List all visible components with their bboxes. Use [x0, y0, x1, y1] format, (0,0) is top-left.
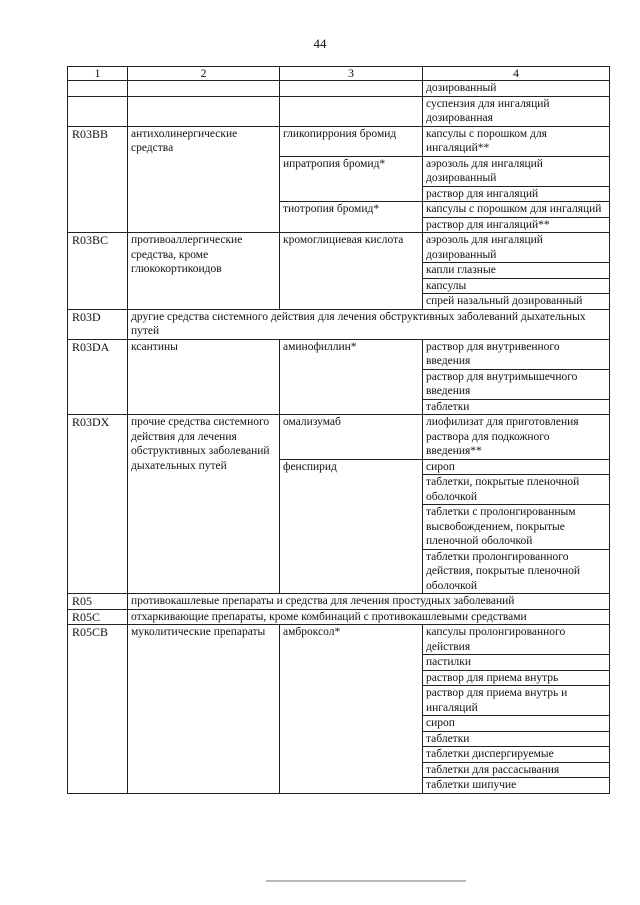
header-col-3: 3 [280, 67, 423, 81]
code-cell [68, 81, 128, 97]
table-row [68, 126, 610, 156]
table-row [68, 233, 610, 263]
group-cell: прочие средства системного действия для лечения обструктивных заболеваний дыхательных путей [128, 415, 280, 594]
code-cell: R03BB [68, 126, 128, 233]
code-cell: R03BC [68, 233, 128, 310]
section-title-cell: отхаркивающие препараты, кроме комбинаций с противокашлевыми средствами [128, 609, 610, 625]
header-col-2: 2 [128, 67, 280, 81]
form-cell: капсулы с порошком для ингаляций [423, 202, 610, 218]
form-cell: спрей назальный дозированный [423, 294, 610, 310]
form-cell: раствор для внутримышечного введения [423, 369, 610, 399]
drug-cell: амброксол* [280, 625, 423, 794]
form-cell: аэрозоль для ингаляций дозированный [423, 156, 610, 186]
table-row [68, 594, 610, 610]
drug-cell: фенспирид [280, 459, 423, 594]
form-cell: капсулы с порошком для ингаляций** [423, 126, 610, 156]
code-cell: R05CB [68, 625, 128, 794]
group-cell: муколитические препараты [128, 625, 280, 794]
scan-artifact-line [266, 880, 466, 882]
page-number: 44 [313, 36, 327, 51]
table-row [68, 309, 610, 339]
header-col-4: 4 [423, 67, 610, 81]
section-title-cell: противокашлевые препараты и средства для лечения простудных заболеваний [128, 594, 610, 610]
form-cell: таблетки диспергируемые [423, 747, 610, 763]
form-cell: сироп [423, 459, 610, 475]
form-cell: раствор для ингаляций** [423, 217, 610, 233]
table-row [68, 339, 610, 369]
drug-cell [280, 81, 423, 97]
form-cell: раствор для приема внутрь и ингаляций [423, 686, 610, 716]
form-cell: раствор для внутривенного введения [423, 339, 610, 369]
form-cell: раствор для приема внутрь [423, 670, 610, 686]
group-cell: антихолинергические средства [128, 126, 280, 233]
form-cell: пастилки [423, 655, 610, 671]
table-row [68, 625, 610, 655]
group-cell: ксантины [128, 339, 280, 415]
header-row [68, 67, 610, 81]
form-cell: таблетки, покрытые пленочной оболочкой [423, 475, 610, 505]
group-cell [128, 96, 280, 126]
drug-cell: тиотропия бромид* [280, 202, 423, 233]
drug-table [67, 66, 610, 794]
drug-cell: гликопиррония бромид [280, 126, 423, 156]
code-cell: R03DX [68, 415, 128, 594]
form-cell: суспензия для ингаляций дозированная [423, 96, 610, 126]
header-col-1: 1 [68, 67, 128, 81]
drug-cell [280, 96, 423, 126]
form-cell: таблетки [423, 731, 610, 747]
form-cell: аэрозоль для ингаляций дозированный [423, 233, 610, 263]
table-row [68, 96, 610, 126]
code-cell [68, 96, 128, 126]
form-cell: таблетки для рассасывания [423, 762, 610, 778]
code-cell: R03D [68, 309, 128, 339]
drug-cell: ипратропия бромид* [280, 156, 423, 202]
form-cell: таблетки с пролонгированным высвобождением, покрытые пленочной оболочкой [423, 505, 610, 550]
drug-cell: кромоглициевая кислота [280, 233, 423, 310]
form-cell: сироп [423, 716, 610, 732]
drug-cell: омализумаб [280, 415, 423, 460]
form-cell: таблетки шипучие [423, 778, 610, 794]
code-cell: R05C [68, 609, 128, 625]
form-cell: капсулы пролонгированного действия [423, 625, 610, 655]
group-cell [128, 81, 280, 97]
group-cell: противоаллергические средства, кроме глюкокортикоидов [128, 233, 280, 310]
form-cell: таблетки [423, 399, 610, 415]
section-title-cell: другие средства системного действия для лечения обструктивных заболеваний дыхательных путей [128, 309, 610, 339]
form-cell: капли глазные [423, 263, 610, 279]
form-cell: капсулы [423, 278, 610, 294]
code-cell: R03DA [68, 339, 128, 415]
form-cell: лиофилизат для приготовления раствора для подкожного введения** [423, 415, 610, 460]
form-cell: дозированный [423, 81, 610, 97]
table-row [68, 81, 610, 97]
form-cell: раствор для ингаляций [423, 186, 610, 202]
form-cell: таблетки пролонгированного действия, покрытые пленочной оболочкой [423, 549, 610, 594]
code-cell: R05 [68, 594, 128, 610]
table-row [68, 415, 610, 460]
drug-cell: аминофиллин* [280, 339, 423, 415]
table-row [68, 609, 610, 625]
